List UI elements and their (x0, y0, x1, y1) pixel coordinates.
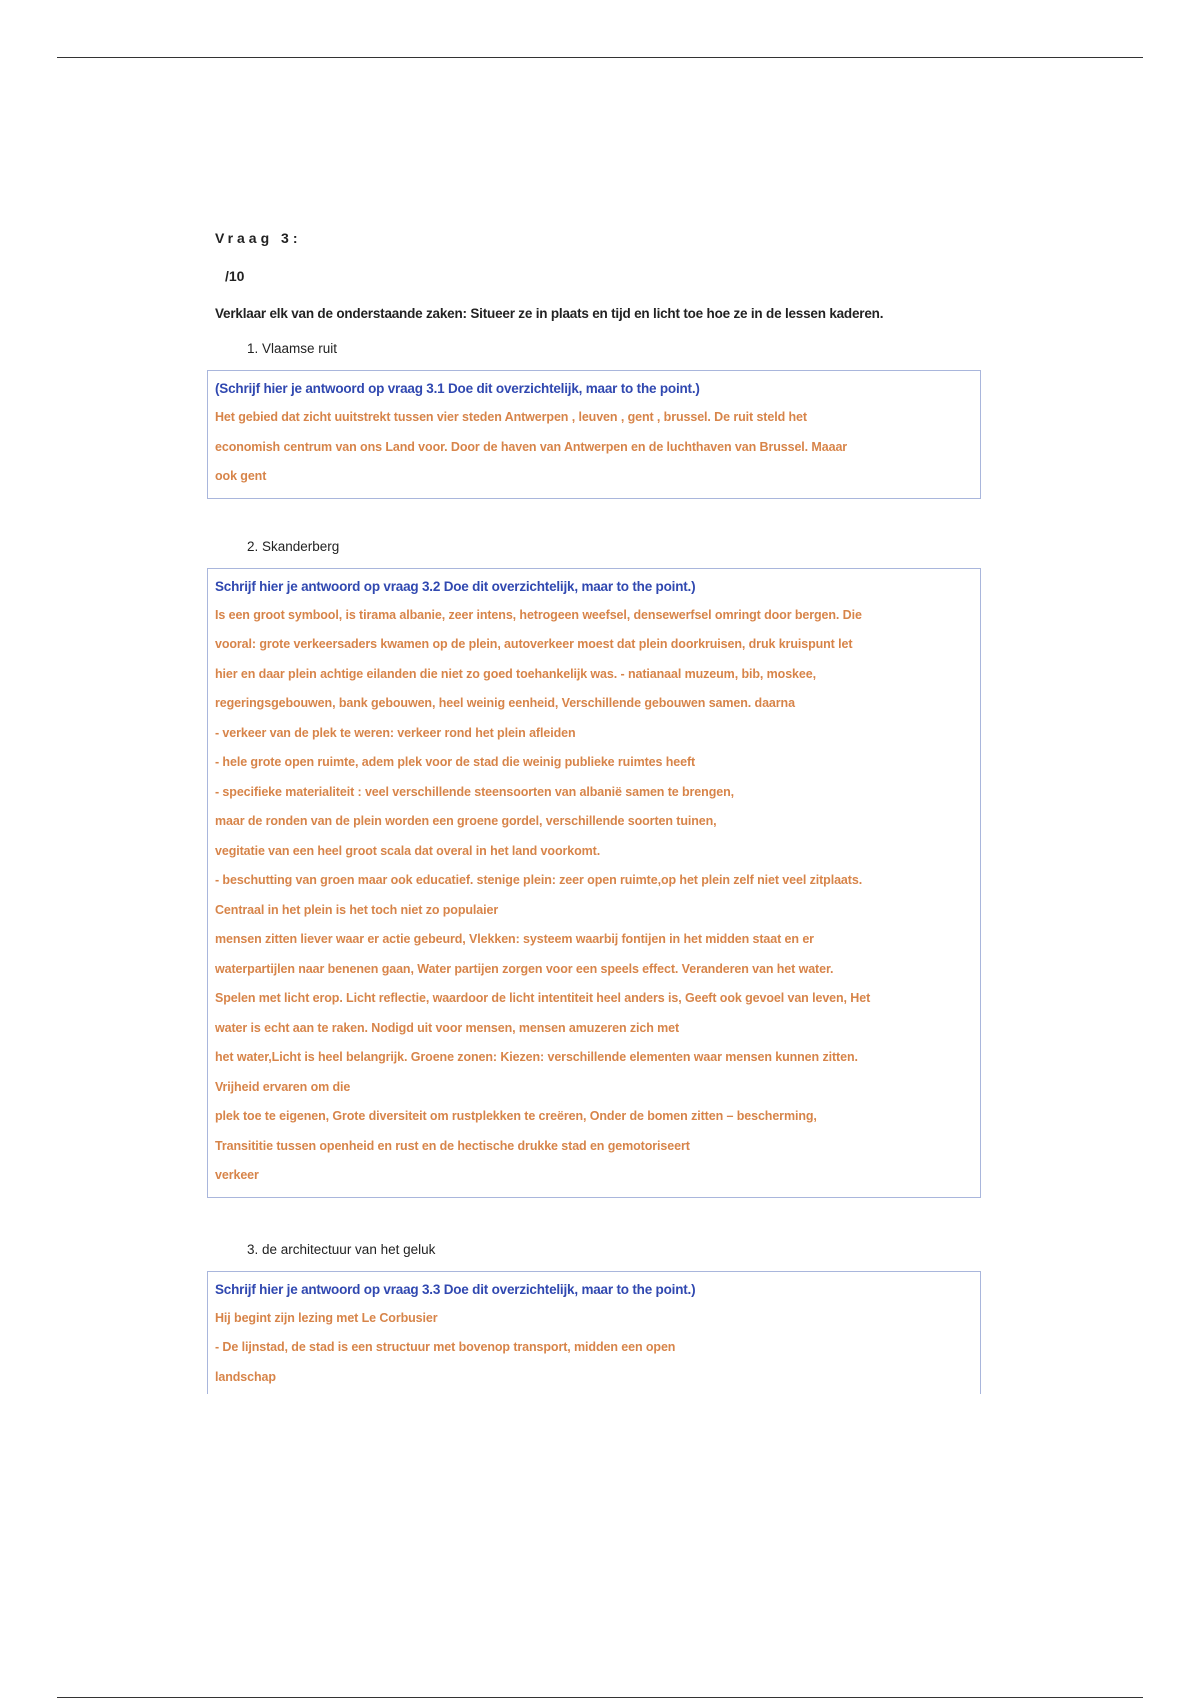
answer-line: water is echt aan te raken. Nodigd uit voor mensen, mensen amuzeren zich met (215, 1020, 680, 1035)
answer-line: mensen zitten liever waar er actie gebeurd, Vlekken: systeem waarbij fontijen in het midden staat en er (215, 932, 814, 946)
answer-line: Vrijheid ervaren om die (215, 1079, 351, 1094)
page-content (215, 230, 985, 1394)
answer-line: verkeer (215, 1168, 259, 1182)
answer-prompt: Schrijf hier je antwoord op vraag 3.3 Doe dit overzichtelijk, maar to the point.) (215, 1281, 696, 1297)
answer-line: landschap (215, 1369, 276, 1384)
answer-line: waterpartijlen naar benenen gaan, Water partijen zorgen voor een speels effect. Veranderen van het water. (215, 961, 834, 976)
answer-line: vooral: grote verkeersaders kwamen op de plein, autoverkeer moest dat plein doorkruisen, druk kruispunt let (215, 637, 853, 651)
answer-line: ook gent (215, 469, 267, 483)
answer-prompt: Schrijf hier je antwoord op vraag 3.2 Doe dit overzichtelijk, maar to the point.) (215, 578, 696, 594)
answer-box-3-3[interactable] (207, 1271, 981, 1395)
answer-line: - hele grote open ruimte, adem plek voor de stad die weinig publieke ruimtes heeft (215, 755, 696, 769)
answer-box-3-1[interactable] (207, 370, 981, 499)
answer-line: - verkeer van de plek te weren: verkeer rond het plein afleiden (215, 725, 576, 740)
answer-box-3-2[interactable] (207, 568, 981, 1198)
subquestion-3-label: 3. de architectuur van het geluk (247, 1241, 436, 1257)
answer-line: het water,Licht is heel belangrijk. Groene zonen: Kiezen: verschillende elementen waar mensen kunnen zitten. (215, 1050, 858, 1064)
answer-line: economish centrum van ons Land voor. Door de haven van Antwerpen en de luchthaven van Brussel. Maaar (215, 439, 848, 454)
answer-line: - De lijnstad, de stad is een structuur met bovenop transport, midden een open (215, 1340, 676, 1354)
answer-line: Het gebied dat zicht uuitstrekt tussen vier steden Antwerpen , leuven , gent , brussel. De ruit steld het (215, 410, 807, 424)
answer-line: - beschutting van groen maar ook educatief. stenige plein: zeer open ruimte,op het plein zelf niet veel zitplaats. (215, 873, 863, 887)
subquestion-2-label: 2. Skanderberg (247, 538, 340, 554)
answer-line: plek toe te eigenen, Grote diversiteit om rustplekken te creëren, Onder de bomen zitten – bescherming, (215, 1109, 817, 1123)
answer-line: - specifieke materialiteit : veel verschillende steensoorten van albanië samen te brengen, (215, 784, 734, 799)
answer-line: Hij begint zijn lezing met Le Corbusier (215, 1310, 438, 1325)
subquestion-1-label: 1. Vlaamse ruit (247, 341, 338, 356)
answer-line: hier en daar plein achtige eilanden die niet zo goed toehankelijk was. - natianaal muzeum, bib, moskee, (215, 666, 816, 681)
answer-line: regeringsgebouwen, bank gebouwen, heel weinig eenheid, Verschillende gebouwen samen. daarna (215, 696, 795, 710)
footer-rule (57, 1697, 1143, 1698)
answer-line: Spelen met licht erop. Licht reflectie, waardoor de licht intentiteit heel anders is, Geeft ook gevoel van leven, Het (215, 991, 871, 1005)
answer-line: Is een groot symbool, is tirama albanie, zeer intens, hetrogeen weefsel, densewerfsel omringt door bergen. Die (215, 607, 862, 622)
answer-line: Transititie tussen openheid en rust en de hectische drukke stad en gemotoriseert (215, 1138, 690, 1153)
answer-prompt: (Schrijf hier je antwoord op vraag 3.1 Doe dit overzichtelijk, maar to the point.) (215, 381, 700, 396)
question-score: /10 (225, 268, 245, 284)
answer-line: vegitatie van een heel groot scala dat overal in het land voorkomt. (215, 843, 601, 858)
answer-line: maar de ronden van de plein worden een groene gordel, verschillende soorten tuinen, (215, 814, 717, 828)
question-instruction: Verklaar elk van de onderstaande zaken: Situeer ze in plaats en tijd en licht toe hoe ze in de lessen kaderen. (215, 306, 884, 321)
header-rule (57, 57, 1143, 58)
answer-line: Centraal in het plein is het toch niet zo populaier (215, 902, 499, 917)
question-heading: Vraag 3: (215, 230, 302, 246)
